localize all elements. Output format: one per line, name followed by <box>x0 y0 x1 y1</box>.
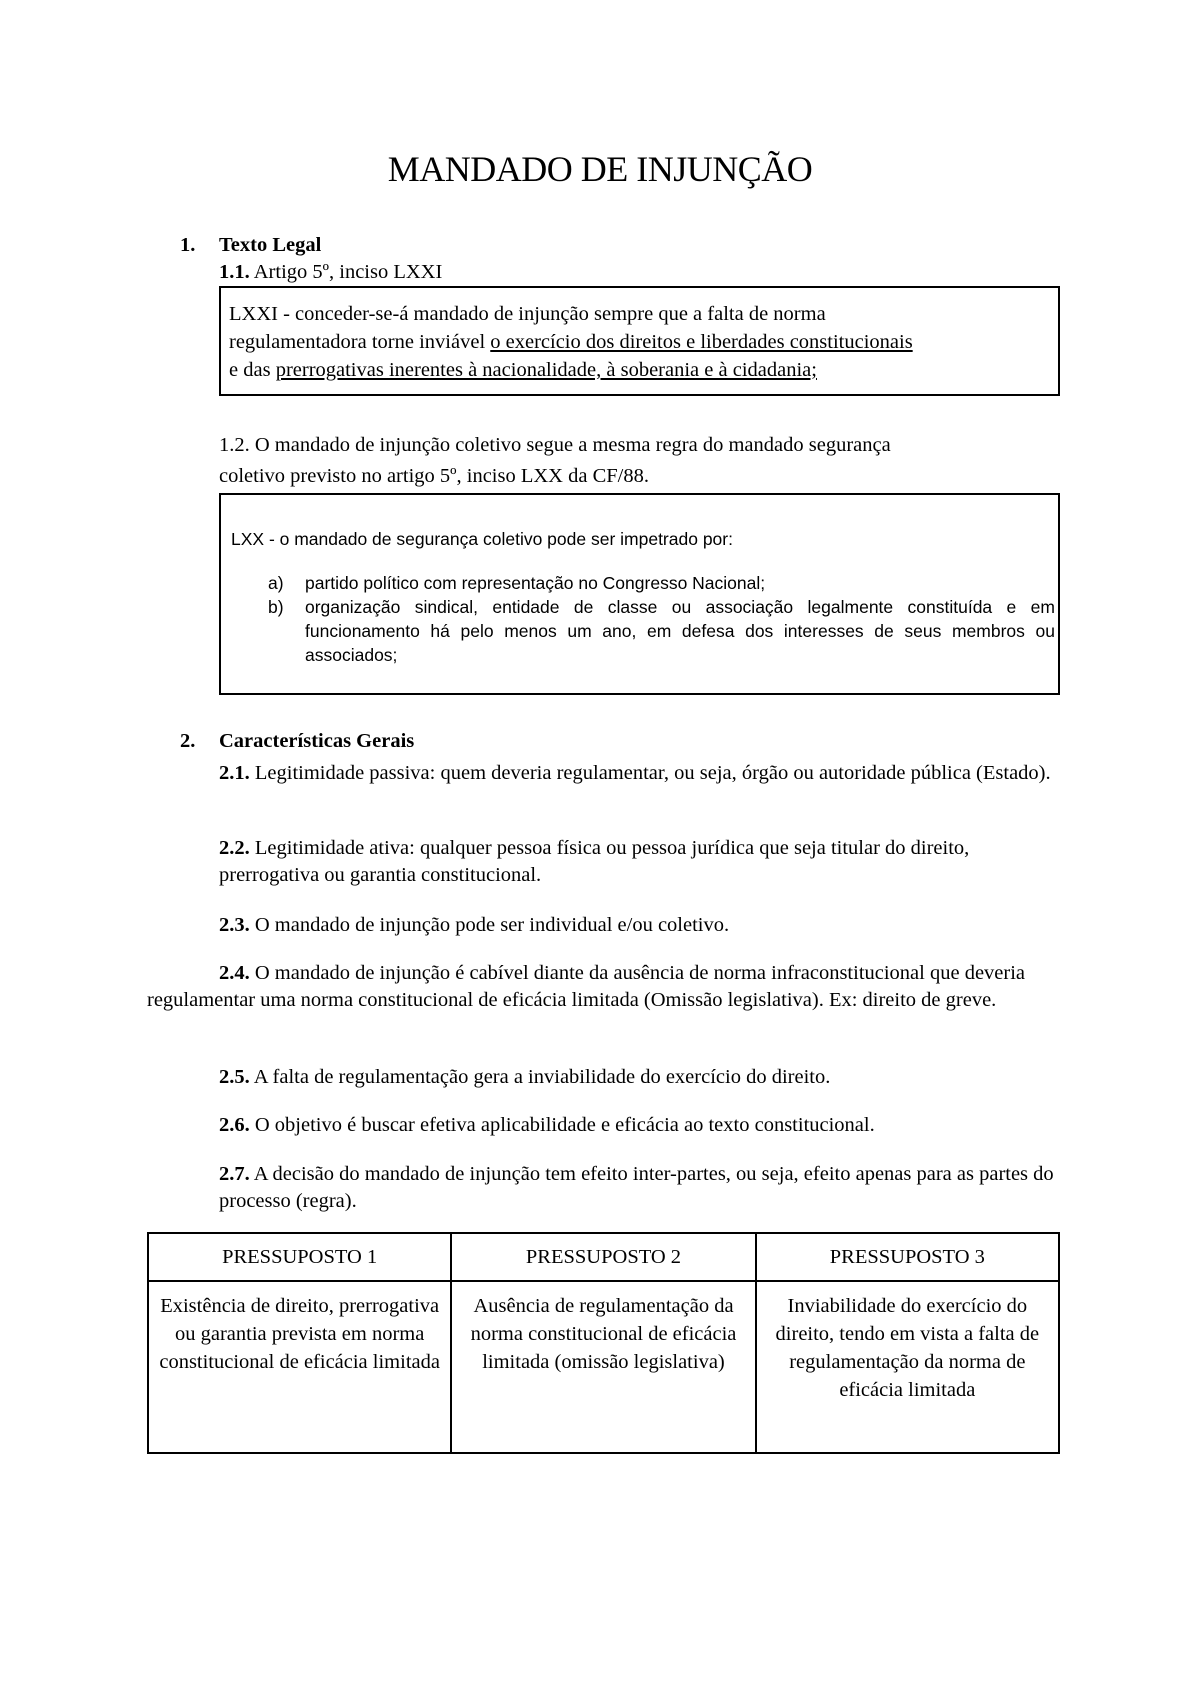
box2-item-a-text: partido político com representação no Congresso Nacional; <box>305 573 766 593</box>
box2-item-a-label: a) <box>268 573 284 593</box>
legal-text-box-lxx <box>219 493 1060 695</box>
box1-line-2: regulamentadora torne inviável o exercício dos direitos e liberdades constitucionais <box>229 331 913 353</box>
box1-underlined-rights: o exercício dos direitos e liberdades constitucionais <box>490 331 913 353</box>
box2-item-b-text: organização sindical, entidade de classe ou associação legalmente constituída e em funcionamento há pelo menos um ano, em defesa dos interesses de seus membros ou associados; <box>305 597 1055 665</box>
subsection-1-2-line-1: 1.2. O mandado de injunção coletivo segue a mesma regra do mandado segurança <box>219 434 891 456</box>
legal-text-box-lxxi <box>219 286 1060 396</box>
table-header-row <box>148 1233 1059 1281</box>
table-header-cell: PRESSUPOSTO 3 <box>756 1233 1059 1281</box>
subsection-1-2-line-2: coletivo previsto no artigo 5º, inciso LXX da CF/88. <box>219 465 649 487</box>
box2-intro: LXX - o mandado de segurança coletivo pode ser impetrado por: <box>231 529 733 549</box>
box1-underlined-prerogatives: prerrogativas inerentes à nacionalidade, à soberania e à cidadania; <box>275 359 817 381</box>
pressupostos-table <box>147 1232 1060 1454</box>
subsection-1-1 <box>219 259 442 286</box>
item-2-1: 2.1. Legitimidade passiva: quem deveria regulamentar, ou seja, órgão ou autoridade pública (Estado). <box>219 762 1051 784</box>
item-2-4: 2.4. O mandado de injunção é cabível diante da ausência de norma infraconstitucional que deveria regulamentar uma norma constitucional de eficácia limitada (Omissão legislativa). Ex: direito de greve. <box>147 962 1026 1011</box>
table-row <box>148 1281 1059 1453</box>
section-1-number: 1. <box>180 234 196 256</box>
item-2-3: 2.3. O mandado de injunção pode ser individual e/ou coletivo. <box>219 914 730 936</box>
box1-line-1: LXXI - conceder-se-á mandado de injunção sempre que a falta de norma <box>229 303 826 325</box>
table-header-cell: PRESSUPOSTO 2 <box>451 1233 755 1281</box>
item-2-5: 2.5. A falta de regulamentação gera a inviabilidade do exercício do direito. <box>219 1066 831 1088</box>
table-cell: Inviabilidade do exercício do direito, tendo em vista a falta de regulamentação da norma de eficácia limitada <box>756 1281 1059 1453</box>
item-2-6: 2.6. O objetivo é buscar efetiva aplicabilidade e eficácia ao texto constitucional. <box>219 1114 875 1136</box>
page-title: MANDADO DE INJUNÇÃO <box>387 149 813 189</box>
box2-item-b-label: b) <box>268 597 284 617</box>
table-header-cell: PRESSUPOSTO 1 <box>148 1233 451 1281</box>
table-cell: Ausência de regulamentação da norma constitucional de eficácia limitada (omissão legislativa) <box>451 1281 755 1453</box>
item-2-7: 2.7. A decisão do mandado de injunção tem efeito inter-partes, ou seja, efeito apenas para as partes do processo (regra). <box>219 1163 1054 1212</box>
box1-line-3: e das prerrogativas inerentes à nacionalidade, à soberania e à cidadania; <box>229 359 817 381</box>
subsection-1-2 <box>219 430 891 492</box>
item-2-2: 2.2. Legitimidade ativa: qualquer pessoa física ou pessoa jurídica que seja titular do direito, prerrogativa ou garantia constitucional. <box>219 837 970 886</box>
section-2-number: 2. <box>180 730 196 752</box>
section-2-heading: Características Gerais <box>219 730 415 752</box>
subsection-1-1-number: 1.1. <box>219 261 250 283</box>
subsection-1-1-text: Artigo 5º, inciso LXXI <box>249 261 443 283</box>
table-cell: Existência de direito, prerrogativa ou garantia prevista em norma constitucional de eficácia limitada <box>148 1281 451 1453</box>
section-1-heading: Texto Legal <box>219 234 322 256</box>
